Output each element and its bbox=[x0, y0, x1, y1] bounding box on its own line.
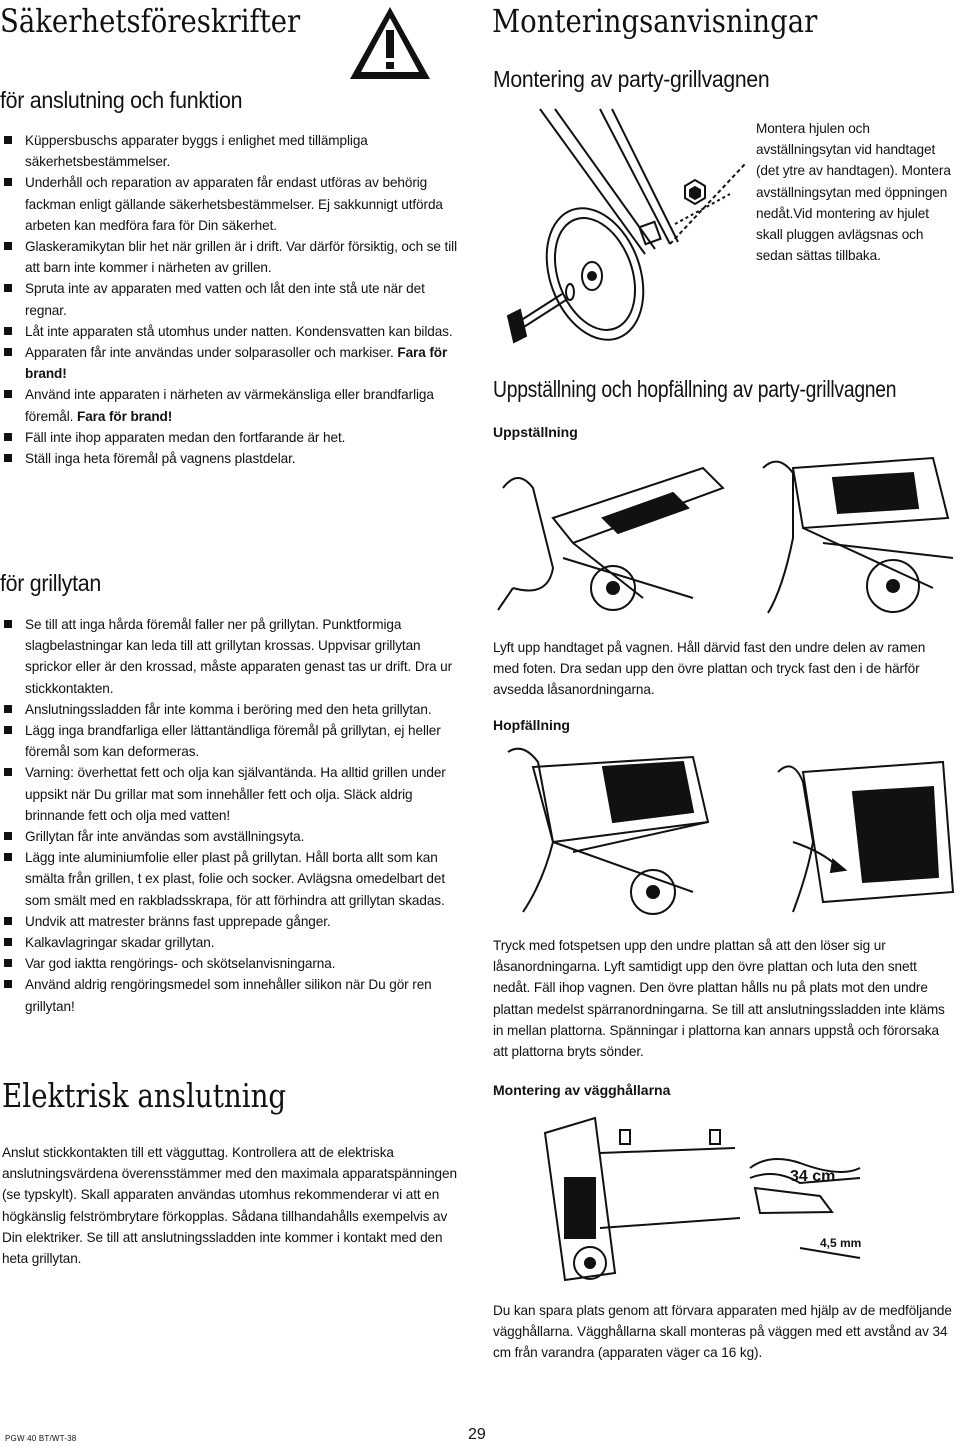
list-item: Kalkavlagringar skadar grillytan. bbox=[3, 932, 468, 953]
list-item: Fäll inte ihop apparaten medan den fortfarande är het. bbox=[3, 427, 468, 448]
footer-model: PGW 40 BT/WT-38 bbox=[5, 1434, 77, 1443]
list-item: Använd inte apparaten i närheten av värmekänsliga eller brandfarliga föremål. Fara för brand! bbox=[3, 384, 468, 426]
wall-mount-heading: Montering av vägghållarna bbox=[493, 1082, 671, 1098]
wall-mount-text: Du kan spara plats genom att förvara apparaten med hjälp av de medföljande vägghållarna. Vägghållarna skall monteras på väggen med ett avstånd av 34 cm från varandra (apparaten väger ca 16 kg). bbox=[493, 1303, 952, 1361]
page-title: Säkerhetsföreskrifter bbox=[0, 2, 301, 40]
square-bullet bbox=[4, 348, 12, 356]
square-bullet bbox=[4, 284, 12, 292]
safety-list-grill-surface bbox=[3, 614, 468, 1017]
list-item: Var god iaktta rengörings- och skötselanvisningarna. bbox=[3, 953, 468, 974]
electrical-connection-title: Elektrisk anslutning bbox=[2, 1076, 287, 1115]
assembly-subtitle: Montering av party-grillvagnen bbox=[493, 66, 770, 92]
square-bullet bbox=[4, 454, 12, 462]
square-bullet bbox=[4, 853, 12, 861]
square-bullet bbox=[4, 242, 12, 250]
square-bullet bbox=[4, 705, 12, 713]
fold-heading: Hopfällning bbox=[493, 717, 570, 733]
wheel-assembly-text: Montera hjulen och avställningsytan vid handtaget (det ytre av handtagen). Montera avställningsytan med öppningen nedåt.Vid montering av hjulet skall pluggen avlägsnas och sedan sättas tillbaka. bbox=[756, 121, 951, 264]
list-item: Spruta inte av apparaten med vatten och låt den inte stå ute när det regnar. bbox=[3, 278, 468, 320]
assembly-title: Monteringsanvisningar bbox=[492, 2, 818, 40]
square-bullet bbox=[4, 620, 12, 628]
fold-section-title: Uppställning och hopfällning av party-grillvagnen bbox=[493, 376, 897, 402]
square-bullet bbox=[4, 433, 12, 441]
folding-illustration bbox=[493, 742, 960, 917]
square-bullet bbox=[4, 136, 12, 144]
wall-mount-illustration bbox=[540, 1108, 880, 1284]
list-item: Anslutningssladden får inte komma i beröring med den heta grillytan. bbox=[3, 699, 468, 720]
setup-heading: Uppställning bbox=[493, 424, 578, 440]
square-bullet bbox=[4, 959, 12, 967]
setup-text: Lyft upp handtaget på vagnen. Håll därvid fast den undre delen av ramen med foten. Dra sedan upp den övre plattan och tryck fast den i de härför avsedda låsanordningarna. bbox=[493, 640, 926, 698]
electrical-connection-text: Anslut stickkontakten till ett vägguttag. Kontrollera att de elektriska anslutningsvärdena överensstämmer med den maximala apparatspänningen (se typskylt). Skall apparaten användas utomhus rekommenderar vi att en högkänslig felströmbrytare förkopplas. Sådana tillhandahålls exempelvis av Din elektriker. Se till att anslutningssladden inte kommer i kontakt med den heta grillytan. bbox=[2, 1145, 457, 1267]
page-number: 29 bbox=[468, 1426, 486, 1443]
square-bullet bbox=[4, 178, 12, 186]
list-item: Undvik att matrester bränns fast upprepade gånger. bbox=[3, 911, 468, 932]
section-subtitle-connection: för anslutning och funktion bbox=[0, 87, 243, 113]
square-bullet bbox=[4, 390, 12, 398]
list-item: Lägg inga brandfarliga eller lättantändliga föremål på grillytan, ej heller föremål som kan deformeras. bbox=[3, 720, 468, 762]
fold-text: Tryck med fotspetsen upp den undre plattan så att den löser sig ur låsanordningarna. Lyft samtidigt upp den övre plattan och luta den snett nedåt. Fäll ihop vagnen. Den övre plattan hålls nu på plats mot den undre plattan medelst spärranordningarna. Se till att anslutningssladden inte kläms in mellan plattorna. Spänningar i plattorna kan annars uppstå och förorsaka att plattorna bryts sönder. bbox=[493, 938, 945, 1060]
list-item: Lägg inte aluminiumfolie eller plast på grillytan. Håll borta allt som kan smälta från grillen, t ex plast, folie och socker. Avlägsna omedelbart det som smält med en rakbladsskrapa, för att förhindra att grillytan skadas. bbox=[3, 847, 468, 911]
list-item: Underhåll och reparation av apparaten får endast utföras av behörig fackman enligt gällande säkerhetsbestämmelser. Ej sakkunnigt utförda arbeten kan medföra fara för Din säkerhet. bbox=[3, 172, 468, 236]
list-item: Se till att inga hårda föremål faller ner på grillytan. Punktformiga slagbelastningar kan leda till att grillytan krossas. Uppvisar grillytan sprickor eller är den krossad, måste apparaten genast tas ur drift. Dra ur stickkontakten. bbox=[3, 614, 468, 699]
square-bullet bbox=[4, 938, 12, 946]
list-item: Küppersbuschs apparater byggs i enlighet med tillämpliga säkerhetsbestämmelser. bbox=[3, 130, 468, 172]
list-item: Använd aldrig rengöringsmedel som innehåller silikon när Du gör ren grillytan! bbox=[3, 974, 468, 1016]
list-item: Apparaten får inte användas under solparasoller och markiser. Fara för brand! bbox=[3, 342, 468, 384]
wheel-assembly-illustration bbox=[500, 104, 750, 344]
square-bullet bbox=[4, 327, 12, 335]
distance-label-34cm: 34 cm bbox=[790, 1168, 836, 1185]
list-item: Grillytan får inte användas som avställningsyta. bbox=[3, 826, 468, 847]
square-bullet bbox=[4, 832, 12, 840]
square-bullet bbox=[4, 768, 12, 776]
square-bullet bbox=[4, 917, 12, 925]
square-bullet bbox=[4, 980, 12, 988]
setup-illustration bbox=[493, 448, 960, 620]
warning-triangle-icon bbox=[347, 4, 433, 82]
list-item: Ställ inga heta föremål på vagnens plastdelar. bbox=[3, 448, 468, 469]
section-subtitle-grill-surface: för grillytan bbox=[0, 570, 101, 596]
list-item: Glaskeramikytan blir het när grillen är i drift. Var därför försiktig, och se till att barn inte kommer i närheten av grillen. bbox=[3, 236, 468, 278]
safety-list-connection bbox=[3, 130, 468, 469]
list-item: Låt inte apparaten stå utomhus under natten. Kondensvatten kan bildas. bbox=[3, 321, 468, 342]
list-item: Varning: överhettat fett och olja kan självantända. Ha alltid grillen under uppsikt när Du grillar mat som innehåller fett och olja. Släck aldrig brinnande fett och olja med vatten! bbox=[3, 762, 468, 826]
square-bullet bbox=[4, 726, 12, 734]
screw-label-4-5mm: 4,5 mm bbox=[820, 1236, 862, 1250]
